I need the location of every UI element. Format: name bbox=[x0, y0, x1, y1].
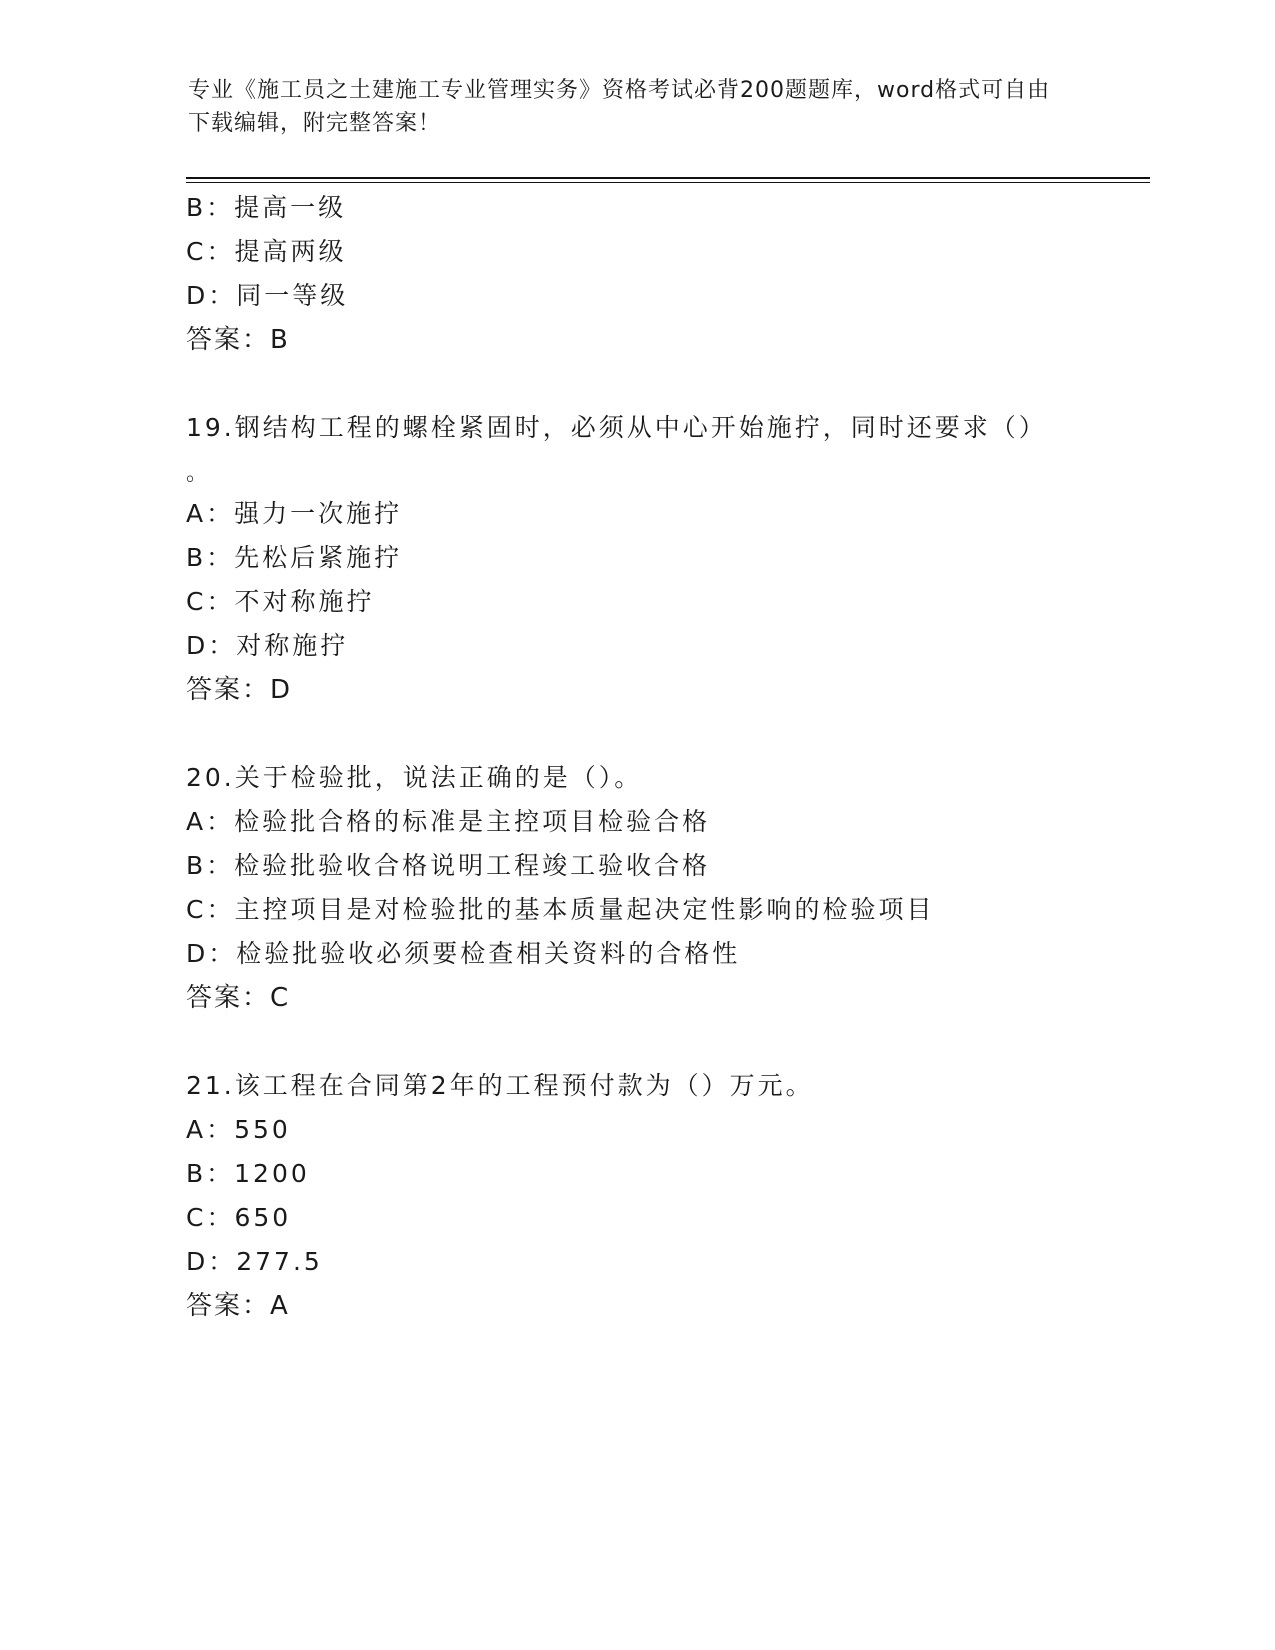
q18-option-c: C：提高两级 bbox=[186, 237, 347, 266]
q20-option-b: B：检验批验收合格说明工程竣工验收合格 bbox=[186, 851, 711, 880]
q20-option-c: C：主控项目是对检验批的基本质量起决定性影响的检验项目 bbox=[186, 895, 935, 924]
q21-answer: 答案：A bbox=[186, 1291, 290, 1321]
q20-option-d: D：检验批验收必须要检查相关资料的合格性 bbox=[186, 939, 741, 968]
q21-option-d: D：277.5 bbox=[186, 1247, 323, 1276]
q20-option-a: A：检验批合格的标准是主控项目检验合格 bbox=[186, 807, 711, 836]
q19-option-d: D：对称施拧 bbox=[186, 631, 349, 660]
q19-answer: 答案：D bbox=[186, 675, 293, 705]
q21-option-a: A：550 bbox=[186, 1115, 291, 1144]
q20-answer: 答案：C bbox=[186, 983, 291, 1013]
document-header: 专业《施工员之土建施工专业管理实务》资格考试必背200题题库，word格式可自由下载编辑，附完整答案！ bbox=[188, 78, 1051, 136]
q21-stem: 21.该工程在合同第2年的工程预付款为（）万元。 bbox=[186, 1071, 814, 1100]
q21-option-b: B：1200 bbox=[186, 1159, 310, 1188]
q19-option-b: B：先松后紧施拧 bbox=[186, 543, 403, 572]
q18-answer: 答案：B bbox=[186, 325, 290, 355]
q18-option-b: B：提高一级 bbox=[186, 193, 347, 222]
q19-option-c: C：不对称施拧 bbox=[186, 587, 375, 616]
header-rule bbox=[186, 177, 1150, 179]
q18-option-d: D：同一等级 bbox=[186, 281, 349, 310]
q19-stem: 19.钢结构工程的螺栓紧固时，必须从中心开始施拧，同时还要求（） bbox=[186, 413, 1047, 442]
header-rule-thin bbox=[186, 182, 1150, 183]
q20-stem: 20.关于检验批，说法正确的是（）。 bbox=[186, 763, 643, 792]
q19-stem-continuation: 。 bbox=[186, 461, 212, 486]
q21-option-c: C：650 bbox=[186, 1203, 292, 1232]
q19-option-a: A：强力一次施拧 bbox=[186, 499, 403, 528]
